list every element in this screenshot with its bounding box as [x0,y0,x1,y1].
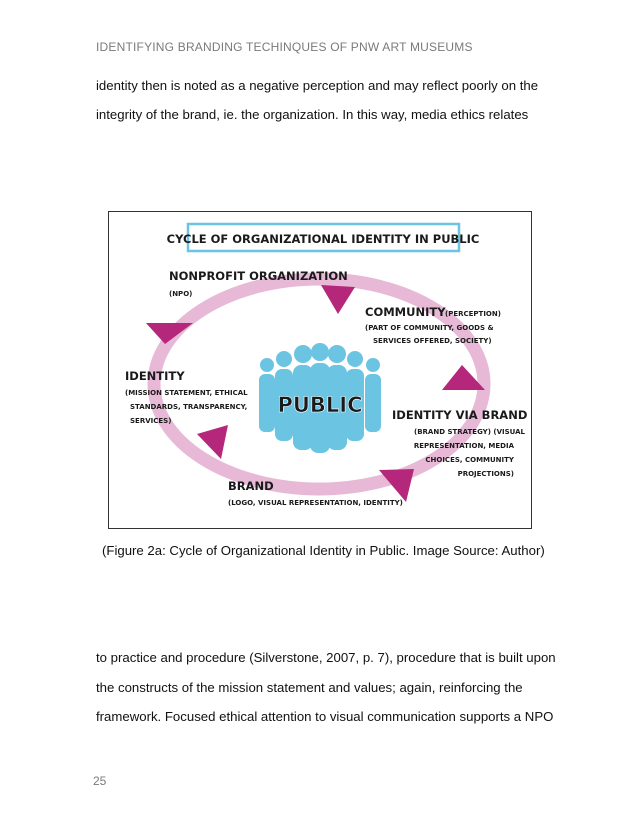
body-line-2: integrity of the brand, ie. the organization. In this way, media ethics relates [96,107,529,122]
community-detail-1: (PART OF COMMUNITY, GOODS & [365,324,494,332]
brand-heading: BRAND [228,479,274,493]
npo-heading: NONPROFIT ORGANIZATION [169,269,348,283]
page-number: 25 [93,774,107,788]
identity-brand-detail-4: PROJECTIONS) [457,470,514,478]
identity-detail-2: STANDARDS, TRANSPARENCY, [130,403,248,411]
identity-brand-heading: IDENTITY VIA BRAND [392,408,528,422]
identity-detail-1: (MISSION STATEMENT, ETHICAL [125,389,248,397]
community-detail-2: SERVICES OFFERED, SOCIETY) [373,337,492,345]
arrow-top [321,285,355,314]
running-header: IDENTIFYING BRANDING TECHINQUES OF PNW ART MUSEUMS [96,40,473,54]
brand-detail: (LOGO, VISUAL REPRESENTATION, IDENTITY) [228,499,403,507]
body-line-3: to practice and procedure (Silverstone, 2007, p. 7), procedure that is built upon [96,650,556,665]
identity-detail-3: SERVICES) [130,417,172,425]
identity-brand-detail-2: REPRESENTATION, MEDIA [413,442,514,450]
figure-caption: (Figure 2a: Cycle of Organizational Identity in Public. Image Source: Author) [102,543,545,558]
body-line-5: framework. Focused ethical attention to visual communication supports a NPO [96,709,554,724]
body-line-1: identity then is noted as a negative perception and may reflect poorly on the [96,78,539,93]
identity-heading: IDENTITY [125,369,185,383]
cycle-diagram [109,212,530,527]
public-label: PUBLIC [277,393,363,417]
community-heading-note: (PERCEPTION) [445,310,501,318]
diagram-title: CYCLE OF ORGANIZATIONAL IDENTITY IN PUBLIC [166,232,480,246]
npo-detail: (NPO) [169,290,193,298]
cycle-figure [108,211,532,529]
community-heading: COMMUNITY [365,305,446,319]
identity-brand-detail-1: (BRAND STRATEGY) (VISUAL [414,428,525,436]
identity-brand-detail-3: CHOICES, COMMUNITY [425,456,514,464]
body-line-4: the constructs of the mission statement and values; again, reinforcing the [96,680,523,695]
